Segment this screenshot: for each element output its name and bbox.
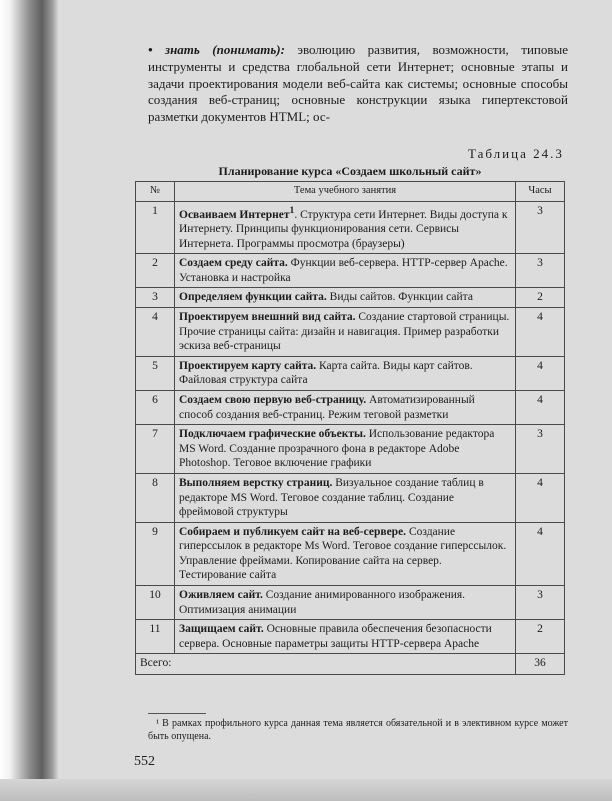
topic-title: Защищаем сайт. <box>179 623 264 636</box>
row-topic <box>175 201 516 254</box>
table-number: Таблица 24.3 <box>468 146 564 161</box>
table-row <box>136 288 565 308</box>
topic-description: Функции веб-сервера. HTTP-сервер Apache. Установка и настройка <box>179 257 508 284</box>
topic-description: Виды сайтов. Функции сайта <box>326 291 473 304</box>
table-row <box>136 586 565 620</box>
row-number: 7 <box>136 425 175 474</box>
table-row <box>136 356 565 390</box>
row-topic <box>175 356 516 390</box>
intro-text: эволюцию развития, возможности, типовые инструменты и средства глобальной сети Интернет; основные этапы и задачи проектирования модели веб-сайта как системы; основные способы создания веб-страниц; основные конструкции языка гипертекстовой разметки документов HTML; ос- <box>148 42 568 125</box>
topic-description: Использование редактора MS Word. Создание прозрачного фона в редакторе Adobe Photoshop. Теговое включение графики <box>179 428 495 470</box>
scan-binding-shadow <box>0 0 58 801</box>
footnote: ¹ В рамках профильного курса данная тема является обязательной и в элективном курсе может быть опущена. <box>148 718 568 742</box>
row-topic <box>175 586 516 620</box>
row-topic <box>175 307 516 356</box>
table-row <box>136 201 565 254</box>
row-number: 8 <box>136 473 175 522</box>
row-topic <box>175 522 516 585</box>
row-number: 6 <box>136 390 175 424</box>
table-header-row <box>136 182 565 202</box>
course-plan-table <box>135 181 565 675</box>
footnote-marker: 1 <box>289 204 295 216</box>
row-number: 10 <box>136 586 175 620</box>
topic-description: Создание анимированного изображения. Оптимизация анимации <box>179 589 466 616</box>
table-row <box>136 522 565 585</box>
row-hours: 3 <box>516 586 565 620</box>
scan-bottom-edge <box>0 779 612 801</box>
row-hours: 4 <box>516 390 565 424</box>
topic-title: Оживляем сайт. <box>179 589 263 602</box>
table-title: Планирование курса «Создаем школьный сайт» <box>218 164 482 178</box>
row-hours: 4 <box>516 356 565 390</box>
topic-title: Проектируем внешний вид сайта. <box>179 310 356 323</box>
row-topic <box>175 425 516 474</box>
header-topic: Тема учебного занятия <box>175 182 516 202</box>
row-topic <box>175 288 516 308</box>
intro-paragraph <box>148 42 568 126</box>
topic-title: Создаем свою первую веб-страницу. <box>179 393 367 406</box>
row-hours: 4 <box>516 522 565 585</box>
table-row <box>136 390 565 424</box>
row-topic <box>175 390 516 424</box>
topic-title: Осваиваем Интернет <box>179 208 290 221</box>
page-number: 552 <box>134 754 155 769</box>
table-row <box>136 620 565 654</box>
topic-description: Создание стартовой страницы. Прочие страницы сайта: дизайн и навигация. Пример разработки эскиза веб-страницы <box>179 310 510 353</box>
row-hours: 4 <box>516 473 565 522</box>
row-hours: 4 <box>516 307 565 356</box>
header-hours: Часы <box>516 182 565 202</box>
topic-description: Создание гиперссылок в редакторе Ms Word. Теговое создание гиперссылок. Управление фреймами. Копирование сайта на сервер. Тестирование сайта <box>179 525 507 582</box>
row-topic <box>175 620 516 654</box>
intro-lead: • знать (понимать): <box>148 42 285 57</box>
total-label: Всего: <box>136 654 516 675</box>
topic-description: Визуальное создание таблиц в редакторе MS Word. Теговое создание таблиц. Создание фреймовой структуры <box>179 476 484 519</box>
row-hours: 3 <box>516 254 565 288</box>
row-topic <box>175 473 516 522</box>
topic-title: Определяем функции сайта. <box>179 291 327 304</box>
table-row <box>136 473 565 522</box>
total-hours: 36 <box>516 654 565 675</box>
row-hours: 3 <box>516 425 565 474</box>
topic-description: Автоматизированный способ создания веб-страниц. Режим теговой разметки <box>179 393 475 421</box>
row-number: 11 <box>136 620 175 654</box>
table-row <box>136 425 565 474</box>
row-hours: 2 <box>516 620 565 654</box>
row-number: 1 <box>136 201 175 254</box>
topic-title: Подключаем графические объекты. <box>179 428 366 441</box>
topic-description: Карта сайта. Виды карт сайтов. Файловая структура сайта <box>179 359 473 387</box>
row-number: 5 <box>136 356 175 390</box>
row-hours: 2 <box>516 288 565 308</box>
topic-title: Проектируем карту сайта. <box>179 359 317 372</box>
topic-description: . Структура сети Интернет. Виды доступа к Интернету. Принципы функционирования сети. Сервисы Интернета. Программы просмотра (браузеры) <box>179 208 508 250</box>
row-number: 9 <box>136 522 175 585</box>
row-number: 3 <box>136 288 175 308</box>
header-num: № <box>136 182 175 202</box>
topic-title: Выполняем верстку страниц. <box>179 476 333 489</box>
topic-title: Собираем и публикуем сайт на веб-сервере. <box>179 525 407 538</box>
row-topic <box>175 254 516 288</box>
table-row <box>136 307 565 356</box>
topic-description: Основные правила обеспечения безопасности сервера. Основные параметры защиты HTTP-сервера Apache <box>179 623 492 650</box>
table-row <box>136 254 565 288</box>
total-row <box>136 654 565 675</box>
row-number: 2 <box>136 254 175 288</box>
row-number: 4 <box>136 307 175 356</box>
footnote-rule <box>148 713 206 714</box>
topic-title: Создаем среду сайта. <box>179 257 288 270</box>
row-hours: 3 <box>516 201 565 254</box>
